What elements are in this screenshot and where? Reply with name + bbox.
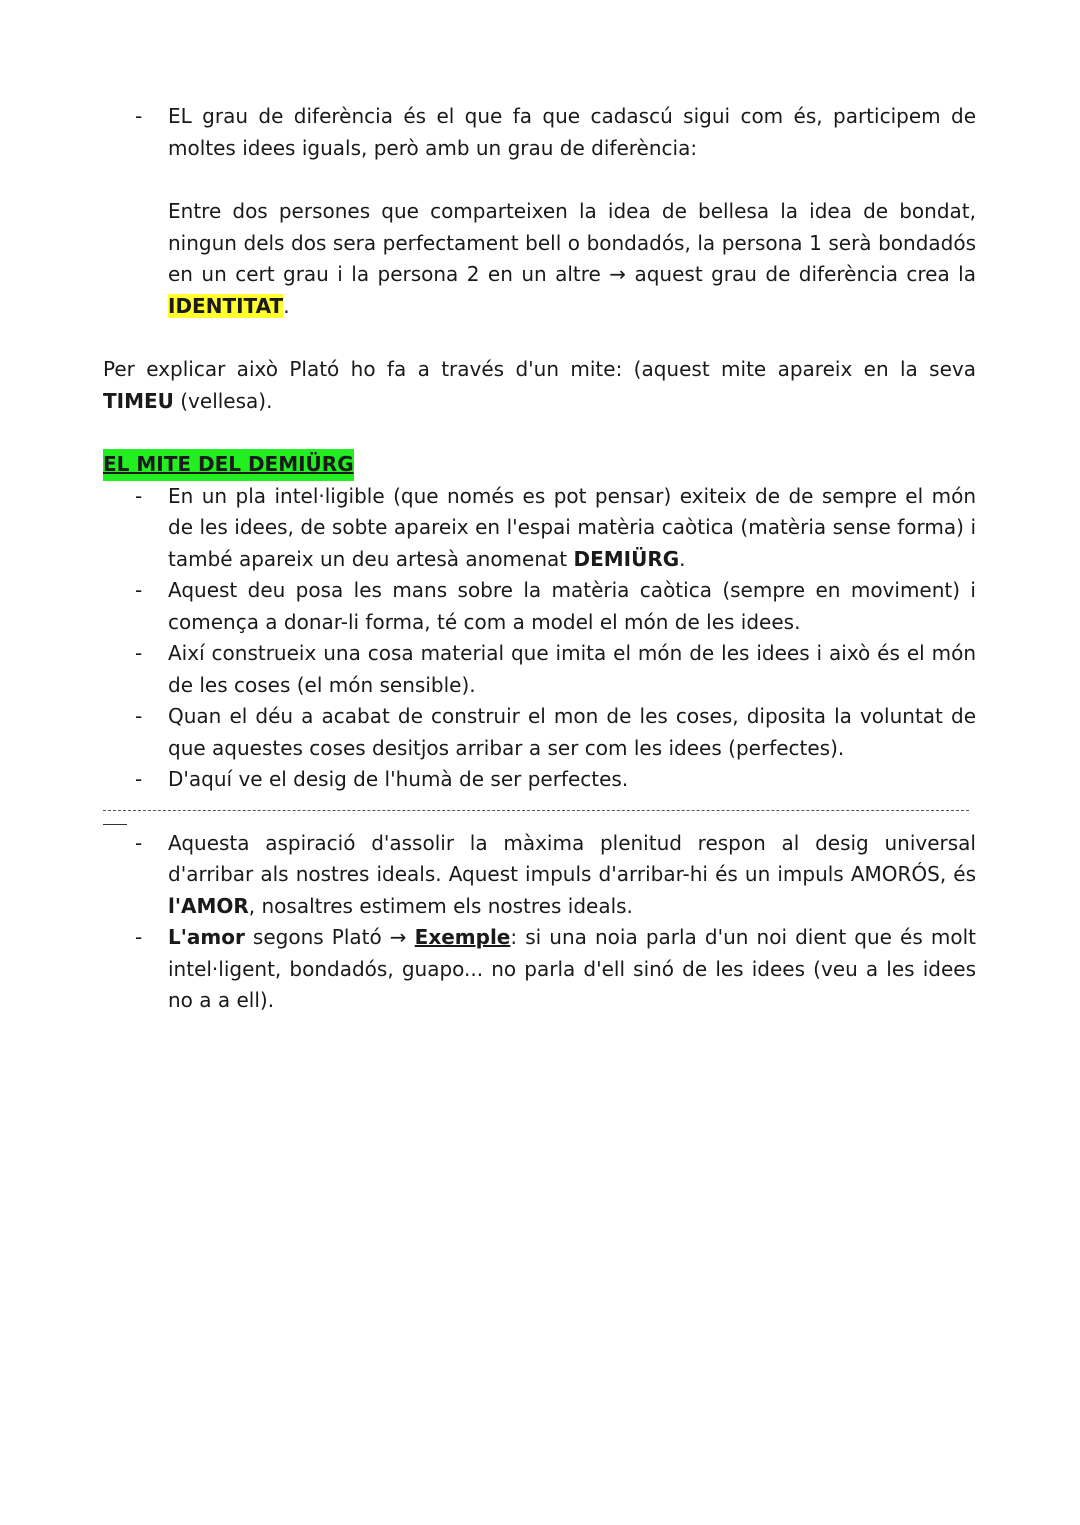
spacer [103, 322, 976, 354]
bullet-dash: - [135, 641, 143, 665]
list-item [103, 764, 976, 796]
bullet-dash: - [135, 483, 143, 508]
section-heading: EL MITE DEL DEMIÜRG [103, 449, 354, 481]
section-heading-row [103, 449, 976, 481]
bold-term: L'amor [168, 925, 245, 949]
list-item-text: Aquesta aspiració d'assolir la màxima plenitud respon al desig universal d'arribar als nostres ideals. Aquest impuls d'arribar-hi és un impuls AMORÓS, és [168, 830, 976, 886]
indented-paragraph [103, 196, 976, 322]
list-item-text-end: . [679, 546, 686, 571]
divider-line [103, 810, 969, 812]
list-item [103, 481, 976, 576]
bullet-dash: - [135, 104, 143, 128]
list-item [103, 101, 976, 164]
list-item [103, 638, 976, 701]
list-item [103, 701, 976, 764]
list-item-text: Així construeix una cosa material que imita el món de les idees i això és el món de les coses (el món sensible). [168, 641, 976, 697]
bullet-dash: - [135, 578, 143, 602]
bold-term: DEMIÜRG [573, 546, 680, 571]
highlighted-term: IDENTITAT [168, 293, 284, 318]
list-item-text: segons Plató → [244, 925, 415, 949]
list-item-text-end: , nosaltres estimem els nostres ideals. [248, 893, 633, 918]
bullet-dash: - [135, 830, 143, 855]
divider-solid-start [103, 824, 127, 825]
list-item-text: Quan el déu a acabat de construir el mon de les coses, diposita la voluntat de que aquestes coses desitjos arribar a ser com les idees (perfectes). [168, 704, 976, 760]
list-item-text: EL grau de diferència és el que fa que cadascú sigui com és, participem de moltes idees iguals, però amb un grau de diferència: [168, 104, 976, 160]
document-page [103, 101, 976, 1017]
bold-term: TIMEU [103, 388, 174, 413]
list-item [103, 575, 976, 638]
list-item-text: D'aquí ve el desig de l'humà de ser perfectes. [168, 767, 629, 791]
bullet-dash: - [135, 704, 143, 728]
list-item [103, 922, 976, 1017]
underlined-term: Exemple [414, 925, 511, 949]
list-item-text: En un pla intel·ligible (que només es pot pensar) exiteix de de sempre el món de les idees, de sobte apareix en l'espai matèria caòtica (matèria sense forma) i també apareix un deu artesà anomenat [168, 483, 976, 571]
bold-term: l'AMOR [168, 893, 249, 918]
paragraph-text: Entre dos persones que comparteixen la idea de bellesa la idea de bondat, ningun dels dos sera perfectament bell o bondadós, la persona 1 serà bondadós en un cert grau i la persona 2 en un altre → aquest grau de diferència crea la [168, 199, 976, 286]
paragraph-text-end: . [283, 293, 290, 318]
dashed-divider [103, 810, 976, 812]
list-item [103, 828, 976, 923]
spacer [103, 164, 976, 196]
bullet-dash: - [135, 925, 143, 949]
intro-paragraph [103, 354, 976, 417]
bullet-dash: - [135, 767, 143, 791]
spacer [103, 417, 976, 449]
list-item-text: Aquest deu posa les mans sobre la matèria caòtica (sempre en moviment) i comença a donar-li forma, té com a model el món de les idees. [168, 578, 976, 634]
list-item-text-end: : si una noia parla d'un noi dient que és molt intel·ligent, bondadós, guapo... no parla d'ell sinó de les idees (veu a les idees no a a ell). [168, 925, 976, 1012]
intro-text-end: (vellesa). [173, 388, 273, 413]
intro-text: Per explicar això Plató ho fa a través d'un mite: (aquest mite apareix en la seva [103, 357, 976, 381]
